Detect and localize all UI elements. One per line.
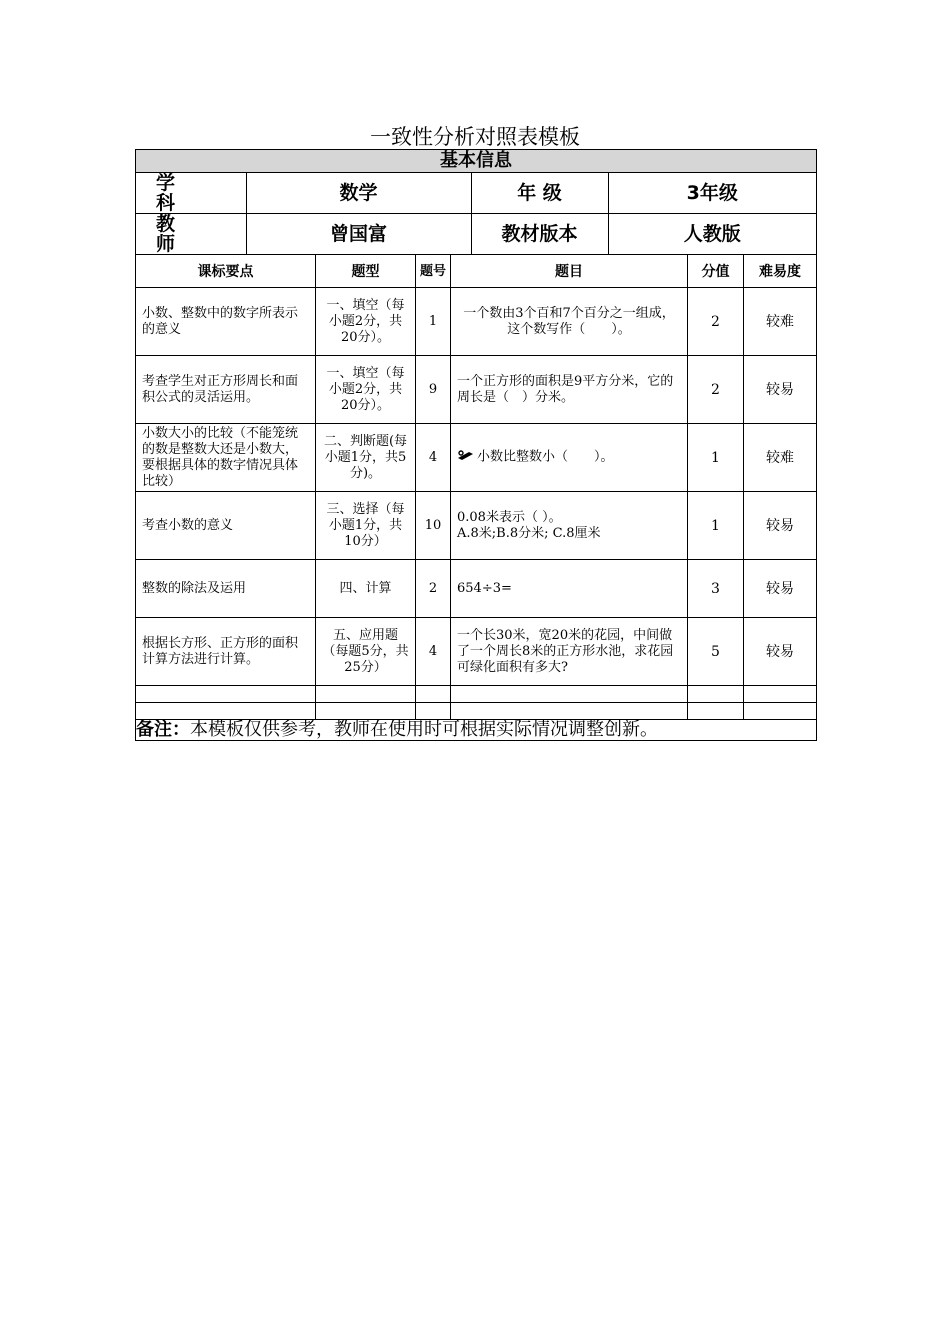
empty-row (136, 703, 817, 720)
consistency-analysis-table (135, 149, 817, 741)
row-number: 1 (416, 288, 451, 356)
row-type: 三、选择（每小题1分，共10分） (316, 492, 416, 560)
row-score: 2 (688, 288, 744, 356)
row-question: 654÷3= (451, 560, 688, 618)
row-score: 3 (688, 560, 744, 618)
teacher-label: 教师 (136, 214, 246, 254)
header-number: 题号 (416, 255, 451, 288)
row-difficulty: 较易 (744, 356, 817, 424)
row-point: 整数的除法及运用 (136, 560, 316, 618)
info-row-teacher (136, 214, 817, 255)
note-text: 本模板仅供参考，教师在使用时可根据实际情况调整创新。 (190, 719, 658, 740)
row-difficulty: 较易 (744, 618, 817, 686)
table-row (136, 288, 817, 356)
row-number: 4 (416, 424, 451, 492)
row-score: 1 (688, 424, 744, 492)
row-point: 小数大小的比较（不能笼统的数是整数大还是小数大，要根据具体的数字情况具体比较） (136, 424, 316, 492)
row-point: 考查学生对正方形周长和面积公式的灵活运用。 (136, 356, 316, 424)
row-number: 4 (416, 618, 451, 686)
row-question-line2: A.8米;B.8分米; C.8厘米 (457, 525, 601, 541)
row-question-line1: 0.08米表示（ ）。 (457, 509, 562, 525)
row-question-text: 小数比整数小（ ）。 (477, 449, 614, 465)
document-title: 一致性分析对照表模板 (370, 125, 580, 149)
row-question: 一个长30米，宽20米的花园，中间做了一个周长8米的正方形水池，求花园可绿化面积有多大? (451, 618, 688, 686)
pencil-icon (457, 449, 475, 465)
note-row (136, 720, 817, 741)
row-difficulty: 较易 (744, 492, 817, 560)
subject-value: 数学 (246, 173, 471, 213)
row-point: 考查小数的意义 (136, 492, 316, 560)
row-point: 小数、整数中的数字所表示的意义 (136, 288, 316, 356)
header-question: 题目 (451, 255, 688, 288)
header-score: 分值 (688, 255, 744, 288)
subject-label: 学科 (136, 173, 246, 213)
row-type: 二、判断题(每小题1分，共5分)。 (316, 424, 416, 492)
grade-label: 年 级 (471, 173, 608, 213)
row-score: 5 (688, 618, 744, 686)
table-row (136, 618, 817, 686)
basic-info-header-row (136, 150, 817, 173)
row-score: 2 (688, 356, 744, 424)
row-question (451, 424, 688, 492)
row-question: 一个数由3个百和7个百分之一组成，这个数写作（ ）。 (451, 288, 688, 356)
row-number: 10 (416, 492, 451, 560)
row-number: 2 (416, 560, 451, 618)
row-type: 一、填空（每小题2分，共20分）。 (316, 288, 416, 356)
table-row (136, 560, 817, 618)
table-row (136, 356, 817, 424)
row-type: 五、应用题（每题5分，共25分） (316, 618, 416, 686)
row-type: 四、计算 (316, 560, 416, 618)
empty-row (136, 686, 817, 703)
row-question (451, 492, 688, 560)
row-difficulty: 较难 (744, 424, 817, 492)
table-row (136, 492, 817, 560)
edition-value: 人教版 (683, 223, 741, 245)
edition-label: 教材版本 (471, 214, 608, 254)
row-difficulty: 较难 (744, 288, 817, 356)
row-point: 根据长方形、正方形的面积计算方法进行计算。 (136, 618, 316, 686)
table-row (136, 424, 817, 492)
info-row-subject (136, 173, 817, 214)
row-score: 1 (688, 492, 744, 560)
note-cell (136, 720, 817, 741)
header-point: 课标要点 (136, 255, 316, 288)
teacher-value: 曾国富 (246, 214, 471, 254)
header-type: 题型 (316, 255, 416, 288)
basic-info-title: 基本信息 (136, 150, 817, 173)
row-question: 一个正方形的面积是9平方分米，它的周长是（ ）分米。 (451, 356, 688, 424)
row-number: 9 (416, 356, 451, 424)
row-difficulty: 较易 (744, 560, 817, 618)
header-difficulty: 难易度 (744, 255, 817, 288)
row-type: 一、填空（每小题2分，共20分）。 (316, 356, 416, 424)
note-label: 备注： (136, 719, 190, 740)
column-header-row (136, 255, 817, 288)
grade-value: 3年级 (686, 182, 738, 204)
